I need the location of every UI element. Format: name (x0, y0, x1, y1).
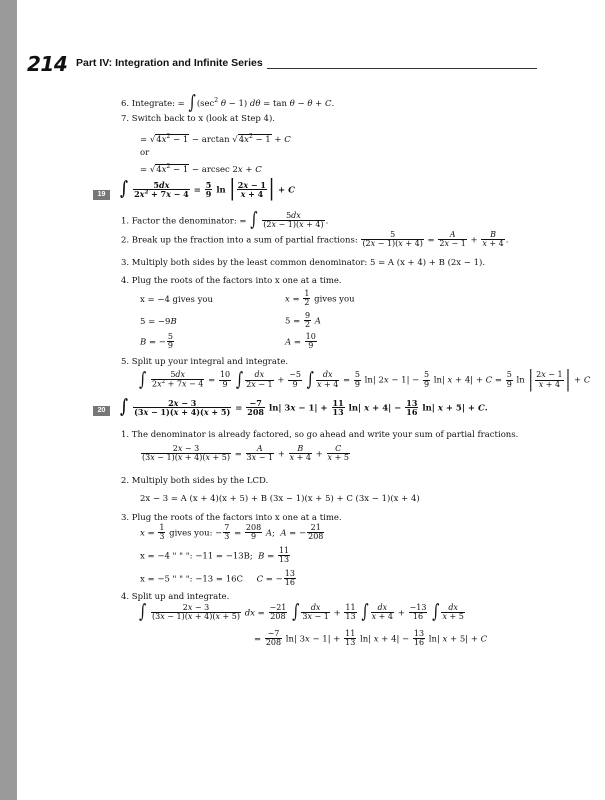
p19-gives-word: gives you (314, 294, 355, 305)
p20-step-1-equation: $\frac{2x - 3}{(3x - 1)(x + 4)(x + 5)}$ = $\frac{A}{3x - 1}$ + $\frac{B}{x + 4}$ + $\frac{C}{x + 5}$ (142, 444, 349, 463)
step-7: 7. Switch back to x (look at Step 4). (121, 114, 275, 124)
p20-root-row-3: x = −5 " " ": −13 = 16C C = − $\frac{13}{16}$ (140, 569, 295, 588)
problem-20-badge: 20 (93, 406, 110, 416)
p20-root-row-1: x = $\frac{1}{3}$ gives you: − $\frac{7}{3}$ = $\frac{208}{9}$ A; A = − $\frac{21}{208}$ (140, 523, 324, 542)
problem-19-badge: 19 (93, 190, 110, 200)
problem-20-statement: ∫ $\frac{2x - 3}{(3x - 1)(x + 4)(x + 5)}$ = $\frac{-7}{208}$ ln| 3x − 1| + $\frac{11}{13}$ ln| x + 4| − $\frac{13}{16}$ ln| x + 5| + C. (120, 396, 488, 419)
p19-root-right-1: x = $\frac{1}{2}$ gives you (285, 289, 355, 308)
p20-step-2: 2. Multiply both sides by the LCD. (121, 476, 269, 486)
problem-19-statement: ∫ $\frac{5dx}{2x^2 + 7x - 4}$ = $\frac{5}{9}$ ln | $\frac{2x - 1}{x + 4}$ | + C (120, 176, 295, 203)
page-number: 214 (27, 52, 68, 76)
p20-step-1: 1. The denominator is already factored, so go ahead and write your sum of partial fractions. (121, 430, 519, 440)
step-6: 6. Integrate: = $\int(\sec^2$ θ − 1) dθ = tan θ − θ + C. (121, 92, 335, 114)
header-rule (267, 68, 537, 69)
page-header (27, 52, 537, 74)
p19-step-2: 2. Break up the fraction into a sum of partial fractions: $\frac{5}{(2x - 1)(x + 4)}$ = $\frac{A}{2x - 1}$ + $\frac{B}{x + 4}$ . (121, 230, 509, 249)
or-text: or (140, 148, 150, 158)
p20-step-2-equation: 2x − 3 = A (x + 4)(x + 5) + B (3x − 1)(x + 5) + C (3x − 1)(x + 4) (140, 494, 420, 504)
p19-step-5: 5. Split up your integral and integrate. (121, 357, 289, 367)
step-6-label: 6. Integrate: (121, 98, 175, 109)
p19-root-left-3: B = − $\frac{5}{9}$ (140, 332, 173, 351)
p19-root-right-2: 5 = $\frac{9}{2}$ A (285, 311, 321, 330)
p19-step-1: 1. Factor the denominator: = ∫ $\frac{5dx}{(2x - 1)(x + 4)}$ . (121, 209, 329, 232)
p19-step-5-equation: ∫ $\frac{5dx}{2x^2 + 7x - 4}$ = $\frac{10}{9}$ ∫ $\frac{dx}{2x - 1}$ + $\frac{-5}{9}$ ∫ $\frac{dx}{x + 4}$ = $\frac{5}{9}$ ln| 2x − 1| − $\frac{5}{9}$ ln| x + 4| + C = $\frac{5}{9}$ ln | $\frac{2x - 1}{x + 4}$ | + C (139, 366, 591, 393)
p19-root-left-1: x = −4 gives you (140, 295, 214, 305)
p20-root-row-2: x = −4 " " ": −11 = −13B; B = $\frac{11}{13}$ (140, 546, 290, 565)
p19-step-4: 4. Plug the roots of the factors into x one at a time. (121, 276, 342, 286)
p19-step-3: 3. Multiply both sides by the least common denominator: 5 = A (x + 4) + B (2x − 1). (121, 258, 486, 268)
p19-root-right-3: A = $\frac{10}{9}$ (285, 332, 316, 351)
p19-step-2-label: 2. Break up the fraction into a sum of partial fractions: (121, 235, 358, 246)
part-title: Part IV: Integration and Infinite Series (76, 57, 263, 69)
p19-root-left-2: 5 = −9B (140, 317, 177, 327)
step-7-result-2: = $√4x^2 - 1 - arcsec$ 2x + C (140, 163, 262, 175)
p20-row-3-text: x = −5 " " ": −13 = 16C (140, 574, 244, 585)
p20-step-4: 4. Split up and integrate. (121, 592, 230, 602)
step-7-result-1: = $√4x^2 - 1 - \arctan √4x^2 - 1 + C$ (140, 133, 291, 145)
p19-step-1-label: 1. Factor the denominator: (121, 216, 237, 227)
p20-gives-you: gives you: (169, 528, 213, 539)
p20-step-4-equation-1: ∫ $\frac{2x - 3}{(3x - 1)(x + 4)(x + 5)}$ dx = $\frac{-21}{208}$ ∫ $\frac{dx}{3x - 1}$ + $\frac{11}{13}$ ∫ $\frac{dx}{x + 4}$ + $\frac{-13}{16}$ ∫ $\frac{dx}{x + 5}$ (139, 601, 464, 624)
left-margin-bar (0, 0, 17, 800)
p20-step-3: 3. Plug the roots of the factors into x one at a time. (121, 513, 342, 523)
p20-step-4-equation-2: = $\frac{-7}{208}$ ln| 3x − 1| + $\frac{11}{13}$ ln| x + 4| − $\frac{13}{16}$ ln| x + 5| + C (254, 629, 488, 648)
p20-row-2-text: x = −4 " " ": −11 = −13B; (140, 551, 253, 562)
